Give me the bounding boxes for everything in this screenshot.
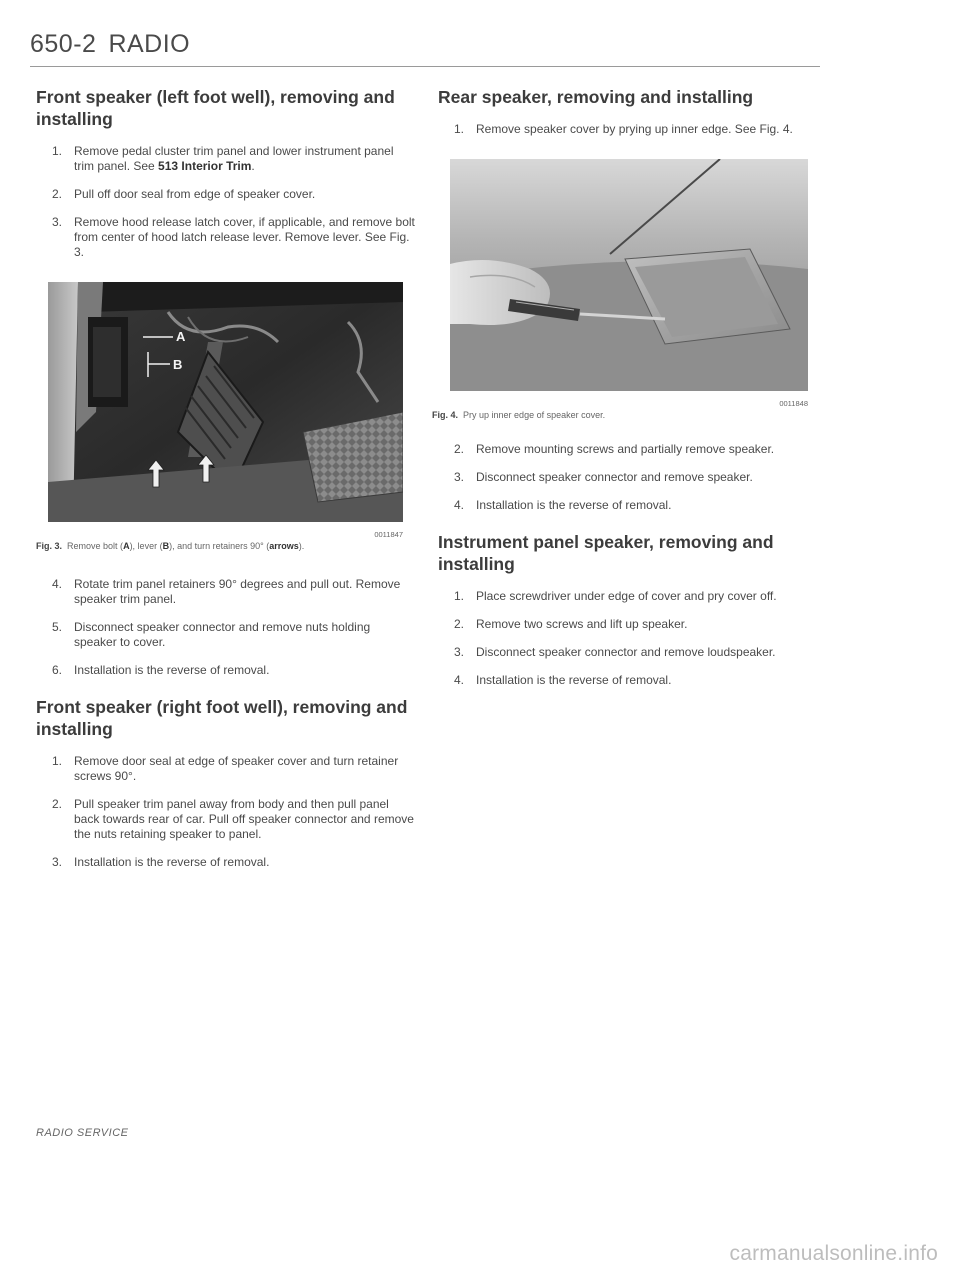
steps-rear	[438, 122, 818, 137]
step-item: 3. Remove hood release latch cover, if applicable, and remove bolt from center of hood latch release lever. Remove lever. See Fig. 3.	[52, 215, 415, 259]
step-item: 1. Place screwdriver under edge of cover and pry cover off.	[454, 589, 777, 603]
steps-rear-continued	[438, 442, 818, 513]
section-heading-front-left: Front speaker (left foot well), removing and installing	[36, 87, 395, 129]
step-item: 4. Installation is the reverse of removal.	[454, 673, 672, 687]
callout-b: B	[173, 357, 183, 372]
figure-4-code: 0011848	[779, 399, 808, 408]
steps-front-right	[36, 754, 416, 870]
step-item: 3. Disconnect speaker connector and remove loudspeaker.	[454, 645, 776, 659]
step-item: 5. Disconnect speaker connector and remove nuts holding speaker to cover.	[52, 620, 371, 649]
page-number: 650-2	[30, 30, 97, 58]
step-item: 2. Remove mounting screws and partially remove speaker.	[454, 442, 775, 456]
step-item: 6. Installation is the reverse of removal.	[52, 663, 270, 677]
figure-4-photo	[450, 159, 808, 391]
steps-front-left-continued	[36, 577, 416, 678]
step-item: 1. Remove pedal cluster trim panel and lower instrument panel trim panel. See 513 Interior Trim.	[52, 144, 394, 173]
page-footer: RADIO SERVICE	[36, 1127, 129, 1139]
figure-4	[450, 159, 818, 408]
step-item: 4. Installation is the reverse of removal.	[454, 498, 672, 512]
header-rule	[30, 66, 820, 67]
step-item: 4. Rotate trim panel retainers 90° degrees and pull out. Remove speaker trim panel.	[52, 577, 401, 606]
section-heading-rear: Rear speaker, removing and installing	[438, 87, 754, 107]
watermark: carmanualsonline.info	[729, 1242, 938, 1265]
cross-reference: 513 Interior Trim	[158, 159, 252, 173]
right-column	[432, 86, 818, 701]
step-item: 3. Disconnect speaker connector and remove speaker.	[454, 470, 753, 484]
step-item: 3. Installation is the reverse of removal.	[52, 855, 270, 869]
step-item: 2. Remove two screws and lift up speaker.	[454, 617, 688, 631]
section-heading-front-right: Front speaker (right foot well), removing and installing	[36, 697, 408, 739]
page-header	[30, 30, 190, 59]
step-item: 1. Remove door seal at edge of speaker cover and turn retainer screws 90°.	[52, 754, 399, 783]
left-column	[36, 86, 416, 883]
steps-front-left	[36, 144, 416, 260]
figure-3	[48, 282, 416, 539]
figure-4-caption: Fig. 4. Pry up inner edge of speaker cover.	[432, 410, 606, 420]
figure-3-caption: Fig. 3. Remove bolt (A), lever (B), and turn retainers 90° (arrows).	[36, 541, 305, 551]
steps-instrument-panel	[438, 589, 818, 688]
page-section-title: RADIO	[108, 30, 191, 58]
callout-a: A	[176, 329, 186, 344]
section-heading-instrument-panel: Instrument panel speaker, removing and installing	[438, 532, 774, 574]
step-item: 1. Remove speaker cover by prying up inner edge. See Fig. 4.	[454, 122, 793, 136]
step-item: 2. Pull off door seal from edge of speaker cover.	[52, 187, 316, 201]
step-item: 2. Pull speaker trim panel away from body and then pull panel back towards rear of car. Pull off speaker connector and remove the nuts retaining speaker to panel.	[52, 797, 414, 841]
figure-3-photo	[48, 282, 403, 522]
figure-3-code: 0011847	[374, 530, 403, 539]
